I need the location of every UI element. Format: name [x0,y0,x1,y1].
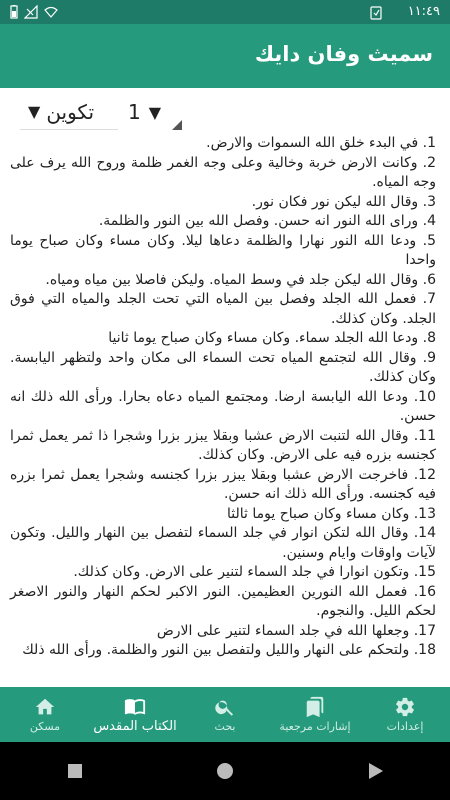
nav-item-label: إعدادات [386,720,424,733]
bottom-navigation [0,687,450,742]
verse[interactable]: 5. ودعا الله النور نهارا والظلمة دعاها ليلا. وكان مساء وكان صباح يوما واحدا [10,232,436,268]
status-time: ١١:٤٩ [407,4,440,19]
bookmarks-icon [304,696,326,718]
system-navigation-bar [0,742,450,800]
nav-item-label: إشارات مرجعية [279,720,351,733]
verse[interactable]: 8. ودعا الله الجلد سماء. وكان مساء وكان صباح يوما ثانيا [108,330,436,346]
verse-list[interactable] [0,134,450,687]
verse[interactable]: 4. وراى الله النور انه حسن. وفصل الله بين النور والظلمة. [98,213,436,229]
verse[interactable]: 10. ودعا الله اليابسة ارضا. ومجتمع المياه دعاه بحارا. ورأى الله ذلك انه حسن. [10,388,436,424]
signal-icon [24,5,38,19]
status-left-icons [10,5,58,19]
verse[interactable]: 11. وقال الله لتنبت الارض عشبا وبقلا يبزر بزرا وشجرا ذا ثمر يعمل ثمرا كجنسه بزره فيه على الارض. وكان كذلك. [10,427,436,463]
selector-bar [0,88,450,134]
home-button[interactable] [215,761,235,781]
verse[interactable]: 14. وقال الله لتكن انوار في جلد السماء لتفصل بين النهار والليل. وتكون لآيات واوقات وايام وسنين. [10,525,436,561]
status-right-icons [370,5,382,24]
app-title: سميث وفان دايك [254,42,433,66]
dropdown-arrow-icon: ▼ [28,102,41,121]
nav-item-label: بحث [214,720,236,733]
verse[interactable]: 12. فاخرجت الارض عشبا وبقلا يبزر بزرا كجنسه وشجرا يعمل ثمرا بزره فيه كجنسه. ورأى الله ذلك انه حسن. [10,466,436,502]
battery-icon [10,5,18,19]
verse[interactable]: 15. وتكون انوارا في جلد السماء لتنير على الارض. وكان كذلك. [73,564,436,580]
verse[interactable]: 18. ولتحكم على النهار والليل ولتفصل بين النور والظلمة. ورأى الله ذلك [22,642,436,658]
book-selector[interactable] [20,94,118,130]
gear-icon [394,696,416,718]
verse[interactable]: 9. وقال الله لتجتمع المياه تحت السماء الى مكان واحد ولتظهر اليابسة. وكان كذلك. [10,349,436,385]
verse[interactable]: 16. فعمل الله النورين العظيمين. النور الاكبر لحكم النهار والنور الاصغر لحكم الليل. والنجوم. [10,583,436,619]
nav-item-settings[interactable] [360,687,450,742]
back-button[interactable] [365,761,385,781]
recents-button[interactable] [65,761,85,781]
nav-item-bible[interactable] [90,687,180,742]
nav-item-home[interactable] [0,687,90,742]
book-selector-value: تكوين [46,99,95,124]
verse[interactable]: 7. فعمل الله الجلد وفصل بين المياه التي تحت الجلد والمياه التي فوق الجلد. وكان كذلك. [10,291,436,327]
notification-icon [370,6,382,20]
app-bar [0,24,450,88]
chapter-selector-value: 1 [128,100,141,124]
wifi-icon [44,5,58,19]
verse[interactable]: 6. وقال الله ليكن جلد في وسط المياه. وليكن فاصلا بين مياه ومياه. [45,271,436,288]
nav-item-label: الكتاب المقدس [93,719,177,734]
spinner-corner-icon [172,120,182,130]
verse[interactable]: 17. وجعلها الله في جلد السماء لتنير على الارض [156,622,436,639]
verse[interactable]: 1. في البدء خلق الله السموات والارض. [206,135,436,151]
home-icon [34,696,56,718]
chapter-selector[interactable] [124,94,182,130]
verse[interactable]: 13. وكان مساء وكان صباح يوما ثالثا [227,505,436,522]
book-icon [124,695,146,717]
verse[interactable]: 2. وكانت الارض خربة وخالية وعلى وجه الغمر ظلمة وروح الله يرف على وجه المياه. [10,154,436,190]
verse[interactable]: 3. وقال الله ليكن نور فكان نور. [251,193,436,210]
dropdown-arrow-icon: ▼ [148,102,162,122]
nav-item-bookmarks[interactable] [270,687,360,742]
nav-item-search[interactable] [180,687,270,742]
nav-item-label: مسكن [29,720,61,733]
search-icon [214,696,236,718]
status-bar [0,0,450,24]
